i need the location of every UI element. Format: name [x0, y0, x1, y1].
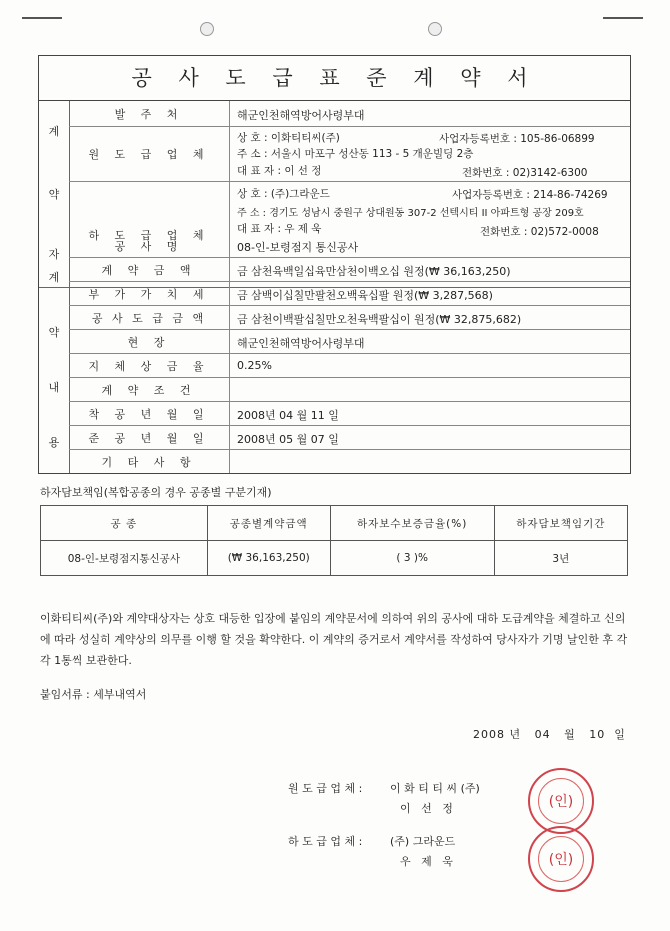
row-label: 부 가 가 치 세 [69, 282, 230, 305]
sub-reg-number: 사업자등록번호 : 214-86-74269 [452, 189, 608, 201]
content-row [69, 306, 630, 330]
sub-sign-company: (주) 그라운드 [390, 835, 456, 848]
row-label: 공 사 도 급 금 액 [69, 306, 230, 329]
client-value: 해군인천해역방어사령부대 [237, 109, 365, 122]
sub-phone: 전화번호 : 02)572-0008 [480, 226, 599, 238]
row-label: 계 약 금 액 [69, 258, 230, 281]
seal-text: (인) [548, 794, 574, 810]
side-char: 약 [48, 188, 60, 201]
content-row [69, 234, 630, 258]
row-label: 공 사 명 [69, 234, 230, 257]
prime-contractor-row [69, 127, 630, 182]
seal-text: (인) [548, 852, 574, 868]
header-cell: 하자담보책임기간 [494, 506, 627, 541]
client-label: 발 주 처 [69, 101, 230, 126]
attachment-line: 붙임서류 : 세부내역서 [40, 688, 147, 701]
prime-sign-company: 이 화 티 티 씨 (주) [390, 782, 480, 795]
side-char: 용 [48, 436, 60, 449]
sub-address: 주 소 : 경기도 성남시 중원구 상대원동 307-2 선텍시티 II 아파트형 공장 209호 [237, 208, 584, 219]
prime-sign-label: 원 도 급 업 체 : [288, 782, 363, 795]
table-row [41, 541, 628, 576]
row-value: 금 삼백이십칠만팔천오백육십팔 원정(₩ 3,287,568) [237, 289, 493, 302]
row-value: 0.25% [237, 359, 272, 372]
client-row [69, 101, 630, 127]
insurance-note: 하자담보책임(복합공종의 경우 공종별 구분기재) [40, 486, 272, 499]
content-row [69, 426, 630, 450]
row-value: 금 삼천육백일십육만삼천이백오십 원정(₩ 36,163,250) [237, 265, 511, 278]
prime-label: 원 도 급 업 체 [69, 127, 230, 181]
header-cell: 공 종 [41, 506, 208, 541]
company-seal-stamp [528, 826, 594, 892]
sub-sign-name: 우 제 욱 [400, 855, 453, 868]
sub-ceo: 대 표 자 : 우 제 욱 [237, 223, 322, 235]
header-cell: 하자보수보증금율(%) [330, 506, 494, 541]
row-label: 착 공 년 월 일 [69, 402, 230, 425]
content-row [69, 354, 630, 378]
sub-label: 하 도 급 업 체 [69, 182, 230, 287]
row-value: 해군인천해역방어사령부대 [237, 337, 365, 350]
content-row [69, 450, 630, 473]
punch-hole-left [200, 22, 214, 36]
table-header-row [41, 506, 628, 541]
table-cell: 3년 [494, 541, 627, 576]
content-row [69, 330, 630, 354]
company-seal-stamp [528, 768, 594, 834]
punch-hole-right [428, 22, 442, 36]
content-row [69, 378, 630, 402]
content-side-label [39, 234, 70, 473]
sub-sign-label: 하 도 급 업 체 : [288, 835, 363, 848]
agreement-paragraph: 이화티티씨(주)와 계약대상자는 상호 대등한 입장에 붙임의 계약문서에 의하여 위의 공사에 대하 도급계약을 체결하고 신의에 따라 성실히 계약상의 의무를 이행 할 것을 확약한다. 이 계약의 증거로서 계약서를 작성하여 당사자가 기명 날인한 후 각각 1통씩 보관한다. [40, 612, 628, 667]
contract-frame [38, 55, 631, 474]
row-label: 지 체 상 금 율 [69, 354, 230, 377]
prime-address: 주 소 : 서울시 마포구 성산동 113 - 5 개운빌딩 2층 [237, 148, 474, 160]
row-value: 08-인-보령점지 통신공사 [237, 241, 359, 254]
row-label: 계 약 조 건 [69, 378, 230, 401]
table-cell: (₩ 36,163,250) [207, 541, 330, 576]
warranty-table [40, 505, 628, 576]
row-value: 2008년 04 월 11 일 [237, 409, 339, 422]
row-value: 금 삼천이백팔십칠만오천육백팔십이 원정(₩ 32,875,682) [237, 313, 522, 326]
row-value: 2008년 05 월 07 일 [237, 433, 339, 446]
side-char: 계 [48, 125, 60, 138]
corner-mark-left [22, 17, 62, 19]
contract-date: 2008 년 04 월 10 일 [473, 728, 626, 741]
prime-ceo: 대 표 자 : 이 선 정 [237, 165, 322, 177]
side-char: 약 [48, 326, 60, 339]
prime-phone: 전화번호 : 02)3142-6300 [462, 167, 588, 179]
prime-company: 상 호 : 이화티티씨(주) [237, 132, 340, 144]
side-char: 자 [48, 248, 60, 261]
prime-reg-number: 사업자등록번호 : 105-86-06899 [439, 133, 595, 145]
content-row [69, 258, 630, 282]
sub-company: 상 호 : (주)그라운드 [237, 188, 330, 200]
side-char: 계 [48, 271, 60, 284]
prime-sign-name: 이 선 정 [400, 802, 453, 815]
contract-content-section [39, 234, 630, 473]
table-cell: ( 3 )% [330, 541, 494, 576]
content-row [69, 402, 630, 426]
row-label: 기 타 사 항 [69, 450, 230, 473]
corner-mark-right [603, 17, 643, 19]
content-row [69, 282, 630, 306]
table-cell: 08-인-보령점지통신공사 [41, 541, 208, 576]
row-label: 현 장 [69, 330, 230, 353]
row-label: 준 공 년 월 일 [69, 426, 230, 449]
header-cell: 공종별계약금액 [207, 506, 330, 541]
document-title: 공 사 도 급 표 준 계 약 서 [39, 56, 630, 101]
side-char: 내 [48, 381, 60, 394]
